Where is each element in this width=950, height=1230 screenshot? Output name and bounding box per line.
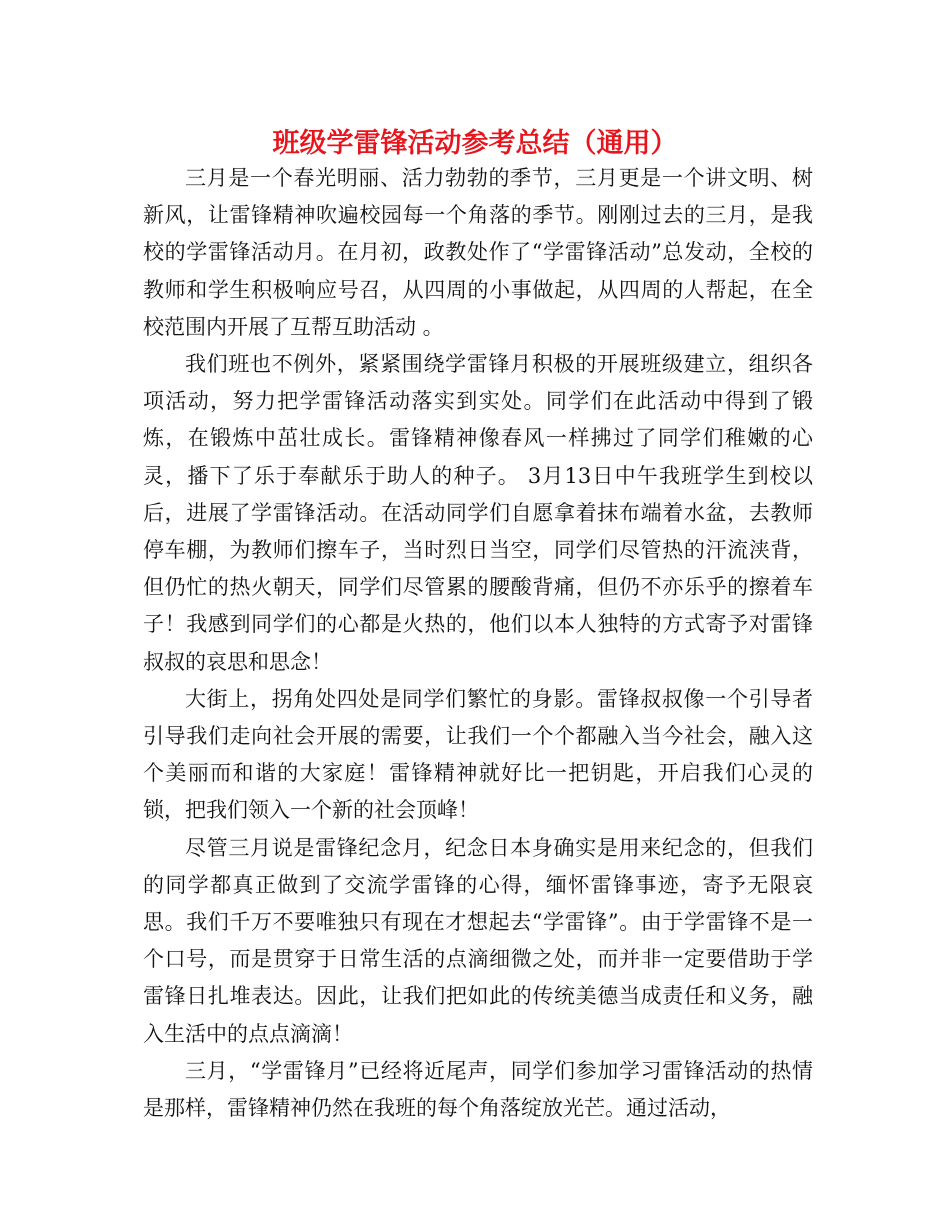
- document-title: 班级学雷锋活动参考总结（通用）: [272, 128, 678, 159]
- paragraph-1: 三月是一个春光明丽、活力勃勃的季节，三月更是一个讲文明、树新风，让雷锋精神吹遍校园每一个角落的季节。刚刚过去的三月，是我校的学雷锋活动月。在月初，政教处作了“学雷锋活动”总发动，全校的教师和学生积极响应号召，从四周的小事做起，从四周的人帮起，在全校范围内开展了互帮互助活动 。: [143, 166, 813, 339]
- paragraph-2: 我们班也不例外，紧紧围绕学雷锋月积极的开展班级建立，组织各项活动，努力把学雷锋活动落实到实处。同学们在此活动中得到了锻炼，在锻炼中茁壮成长。雷锋精神像春风一样拂过了同学们稚嫩的心灵，播下了乐于奉献乐于助人的种子。 3月13日中午我班学生到校以后，进展了学雷锋活动。在活动同学们自愿拿着抹布端着水盆，去教师停车棚，为教师们擦车子，当时烈日当空，同学们尽管热的汗流浃背，但仍忙的热火朝天，同学们尽管累的腰酸背痛，但仍不亦乐乎的擦着车子！我感到同学们的心都是火热的，他们以本人独特的方式寄予对雷锋叔叔的哀思和思念！: [143, 352, 813, 674]
- paragraph-3: 大街上，拐角处四处是同学们繁忙的身影。雷锋叔叔像一个引导者引导我们走向社会开展的需要，让我们一个个都融入当今社会，融入这个美丽而和谐的大家庭！雷锋精神就好比一把钥匙，开启我们心灵的锁，把我们领入一个新的社会顶峰！: [143, 686, 813, 823]
- paragraph-5: 三月，“学雷锋月”已经将近尾声，同学们参加学习雷锋活动的热情是那样，雷锋精神仍然在我班的每个角落绽放光芒。通过活动，: [143, 1058, 813, 1121]
- paragraph-4: 尽管三月说是雷锋纪念月，纪念日本身确实是用来纪念的，但我们的同学都真正做到了交流学雷锋的心得，缅怀雷锋事迹，寄予无限哀思。我们千万不要唯独只有现在才想起去“学雷锋”。由于学雷锋不是一个口号，而是贯穿于日常生活的点滴细微之处，而并非一定要借助于学雷锋日扎堆表达。因此，让我们把如此的传统美德当成责任和义务，融入生活中的点点滴滴！: [143, 835, 813, 1046]
- document-body: [143, 160, 813, 1127]
